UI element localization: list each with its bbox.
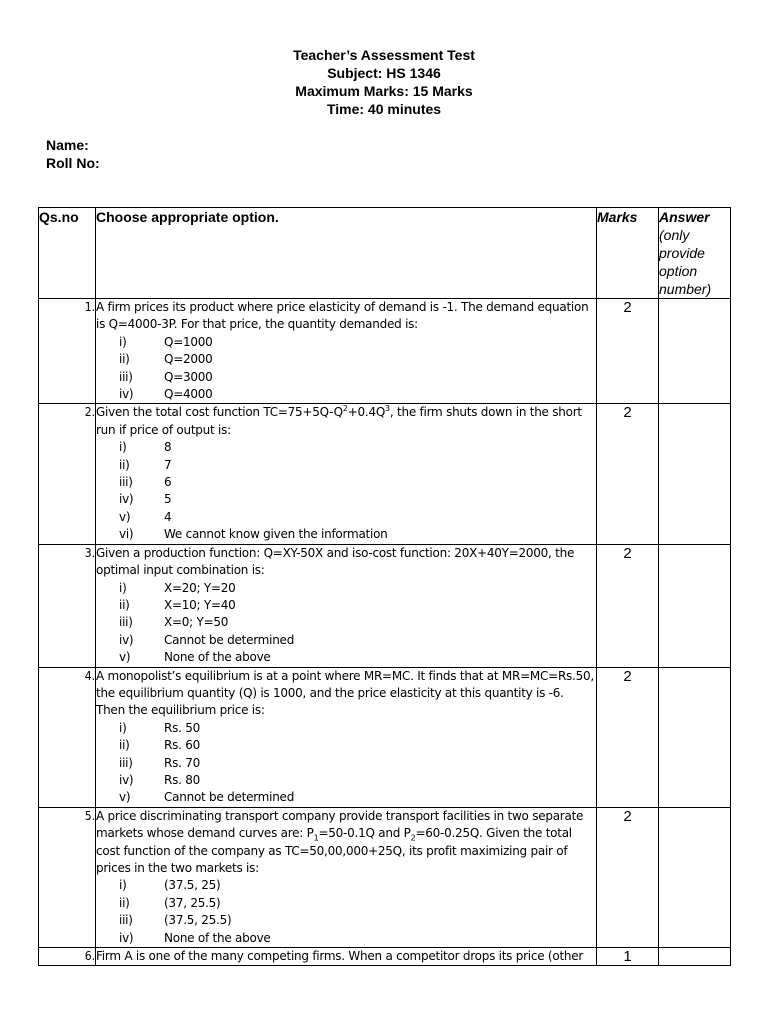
option (96, 895, 596, 912)
marks-header: Marks (597, 208, 659, 299)
option-text: None of the above (164, 650, 271, 665)
test-title: Teacher’s Assessment Test (293, 47, 475, 63)
option (96, 755, 596, 772)
marks-value: 2 (597, 404, 659, 544)
option (96, 877, 596, 894)
question-text: A firm prices its product where price elasticity of demand is -1. The demand equation is Q=4000-3P. For that price, the quantity demanded is: (96, 300, 589, 332)
option-number: iii) (119, 369, 133, 384)
option-text: Q=2000 (164, 352, 213, 367)
option-number: v) (119, 790, 131, 805)
option-text: (37, 25.5) (164, 895, 221, 910)
option (96, 474, 596, 491)
question-text-part: =60-0.25Q. Given the total cost function of the company as TC=50,00,000+25Q, its profit maximizing pair of prices in the two markets is: (96, 826, 572, 875)
table-row (39, 807, 731, 947)
option-number: i) (119, 720, 127, 735)
table-row (39, 299, 731, 404)
question-text: Firm A is one of the many competing firms. When a competitor drops its price (other (96, 949, 584, 964)
max-marks-line: Maximum Marks: 15 Marks (295, 83, 473, 99)
option-text: 8 (164, 440, 172, 455)
option (96, 334, 596, 351)
roll-no-label: Roll No: (46, 155, 100, 171)
marks-value: 1 (597, 948, 659, 966)
answer-cell[interactable] (659, 544, 731, 667)
option (96, 632, 596, 649)
answer-cell[interactable] (659, 948, 731, 966)
table-header-row (39, 208, 731, 299)
question-text (96, 808, 596, 878)
name-label: Name: (46, 137, 89, 153)
option-text: Rs. 70 (164, 755, 200, 770)
question-number: 4. (39, 667, 96, 807)
option-text: Cannot be determined (164, 790, 295, 805)
option-number: vi) (119, 527, 134, 542)
option (96, 614, 596, 631)
option (96, 351, 596, 368)
option-number: v) (119, 509, 131, 524)
questions-table (38, 207, 731, 966)
option (96, 580, 596, 597)
option-number: ii) (119, 457, 130, 472)
question-text (96, 404, 596, 439)
option-number: iii) (119, 615, 133, 630)
option (96, 597, 596, 614)
answer-header (659, 208, 731, 299)
answer-cell[interactable] (659, 404, 731, 544)
answer-header-label: Answer (659, 209, 710, 225)
option-text: X=20; Y=20 (164, 580, 236, 595)
option-text: Q=3000 (164, 369, 213, 384)
test-header (0, 46, 768, 118)
question-number: 5. (39, 807, 96, 947)
question-number: 1. (39, 299, 96, 404)
marks-value: 2 (597, 299, 659, 404)
option (96, 737, 596, 754)
question-number: 3. (39, 544, 96, 667)
question-cell (96, 299, 597, 404)
option (96, 491, 596, 508)
question-text-part: Given the total cost function TC=75+5Q-Q (96, 405, 343, 420)
table-row (39, 667, 731, 807)
question-text-part: , the firm shuts down in the short run if price of output is: (96, 405, 582, 437)
option-number: iv) (119, 930, 134, 945)
option (96, 509, 596, 526)
option-text: None of the above (164, 930, 271, 945)
option-number: iii) (119, 913, 133, 928)
answer-cell[interactable] (659, 667, 731, 807)
option-number: iii) (119, 755, 133, 770)
option (96, 789, 596, 806)
option-text: 4 (164, 509, 172, 524)
option-number: ii) (119, 352, 130, 367)
table-row (39, 404, 731, 544)
option-text: (37.5, 25) (164, 878, 221, 893)
option-text: (37.5, 25.5) (164, 913, 232, 928)
option-text: Q=1000 (164, 334, 213, 349)
option-text: X=10; Y=40 (164, 597, 236, 612)
option-text: Cannot be determined (164, 632, 295, 647)
option-number: iv) (119, 772, 134, 787)
question-text-part: A price discriminating transport company provide transport facilities in two separate markets whose demand curves are: P (96, 808, 584, 841)
option-text: Rs. 60 (164, 738, 200, 753)
answer-header-note: (only provide option number) (659, 227, 712, 297)
option (96, 457, 596, 474)
question-cell (96, 404, 597, 544)
option-number: iv) (119, 632, 134, 647)
question-number: 6. (39, 948, 96, 966)
option-text: Q=4000 (164, 387, 213, 402)
question-header: Choose appropriate option. (96, 208, 597, 299)
option (96, 526, 596, 543)
option-number: i) (119, 580, 127, 595)
marks-value: 2 (597, 544, 659, 667)
marks-value: 2 (597, 667, 659, 807)
subscript: 1 (313, 833, 319, 843)
question-number: 2. (39, 404, 96, 544)
option-text: Rs. 50 (164, 720, 200, 735)
question-text-part: =50-0.1Q and P (318, 826, 411, 841)
option (96, 772, 596, 789)
student-info (46, 136, 100, 172)
option-number: iv) (119, 492, 134, 507)
superscript: 2 (342, 404, 348, 414)
option (96, 912, 596, 929)
table-row (39, 948, 731, 966)
option (96, 439, 596, 456)
question-cell (96, 544, 597, 667)
option-text: Rs. 80 (164, 772, 200, 787)
option (96, 649, 596, 666)
option-number: i) (119, 334, 127, 349)
option-number: iii) (119, 475, 133, 490)
question-cell (96, 667, 597, 807)
qsno-header: Qs.no (39, 208, 96, 299)
superscript: 3 (385, 404, 390, 414)
option-number: i) (119, 878, 127, 893)
option-text: 7 (164, 457, 172, 472)
time-line: Time: 40 minutes (326, 101, 442, 117)
option (96, 369, 596, 386)
option-number: i) (119, 440, 127, 455)
option-text: We cannot know given the information (164, 527, 388, 542)
option-text: 5 (164, 492, 172, 507)
marks-value: 2 (597, 807, 659, 947)
answer-cell[interactable] (659, 807, 731, 947)
option-number: ii) (119, 738, 130, 753)
option (96, 720, 596, 737)
option-number: ii) (119, 597, 130, 612)
option-text: X=0; Y=50 (164, 615, 229, 630)
answer-cell[interactable] (659, 299, 731, 404)
option (96, 386, 596, 403)
question-cell (96, 948, 597, 966)
option-number: ii) (119, 895, 130, 910)
option-number: v) (119, 650, 131, 665)
option-number: iv) (119, 387, 134, 402)
subject-line: Subject: HS 1346 (327, 65, 441, 81)
question-text-part: +0.4Q (347, 405, 386, 420)
question-text: Given a production function: Q=XY-50X and iso-cost function: 20X+40Y=2000, the optimal input combination is: (96, 545, 575, 578)
question-cell (96, 807, 597, 947)
subscript: 2 (410, 833, 416, 843)
table-row (39, 544, 731, 667)
question-text: A monopolist’s equilibrium is at a point where MR=MC. It finds that at MR=MC=Rs.50, the equilibrium quantity (Q) is 1000, and the price elasticity at this quantity is -6. Then the equilibrium price is: (96, 668, 594, 718)
option-text: 6 (164, 475, 172, 490)
option (96, 930, 596, 947)
